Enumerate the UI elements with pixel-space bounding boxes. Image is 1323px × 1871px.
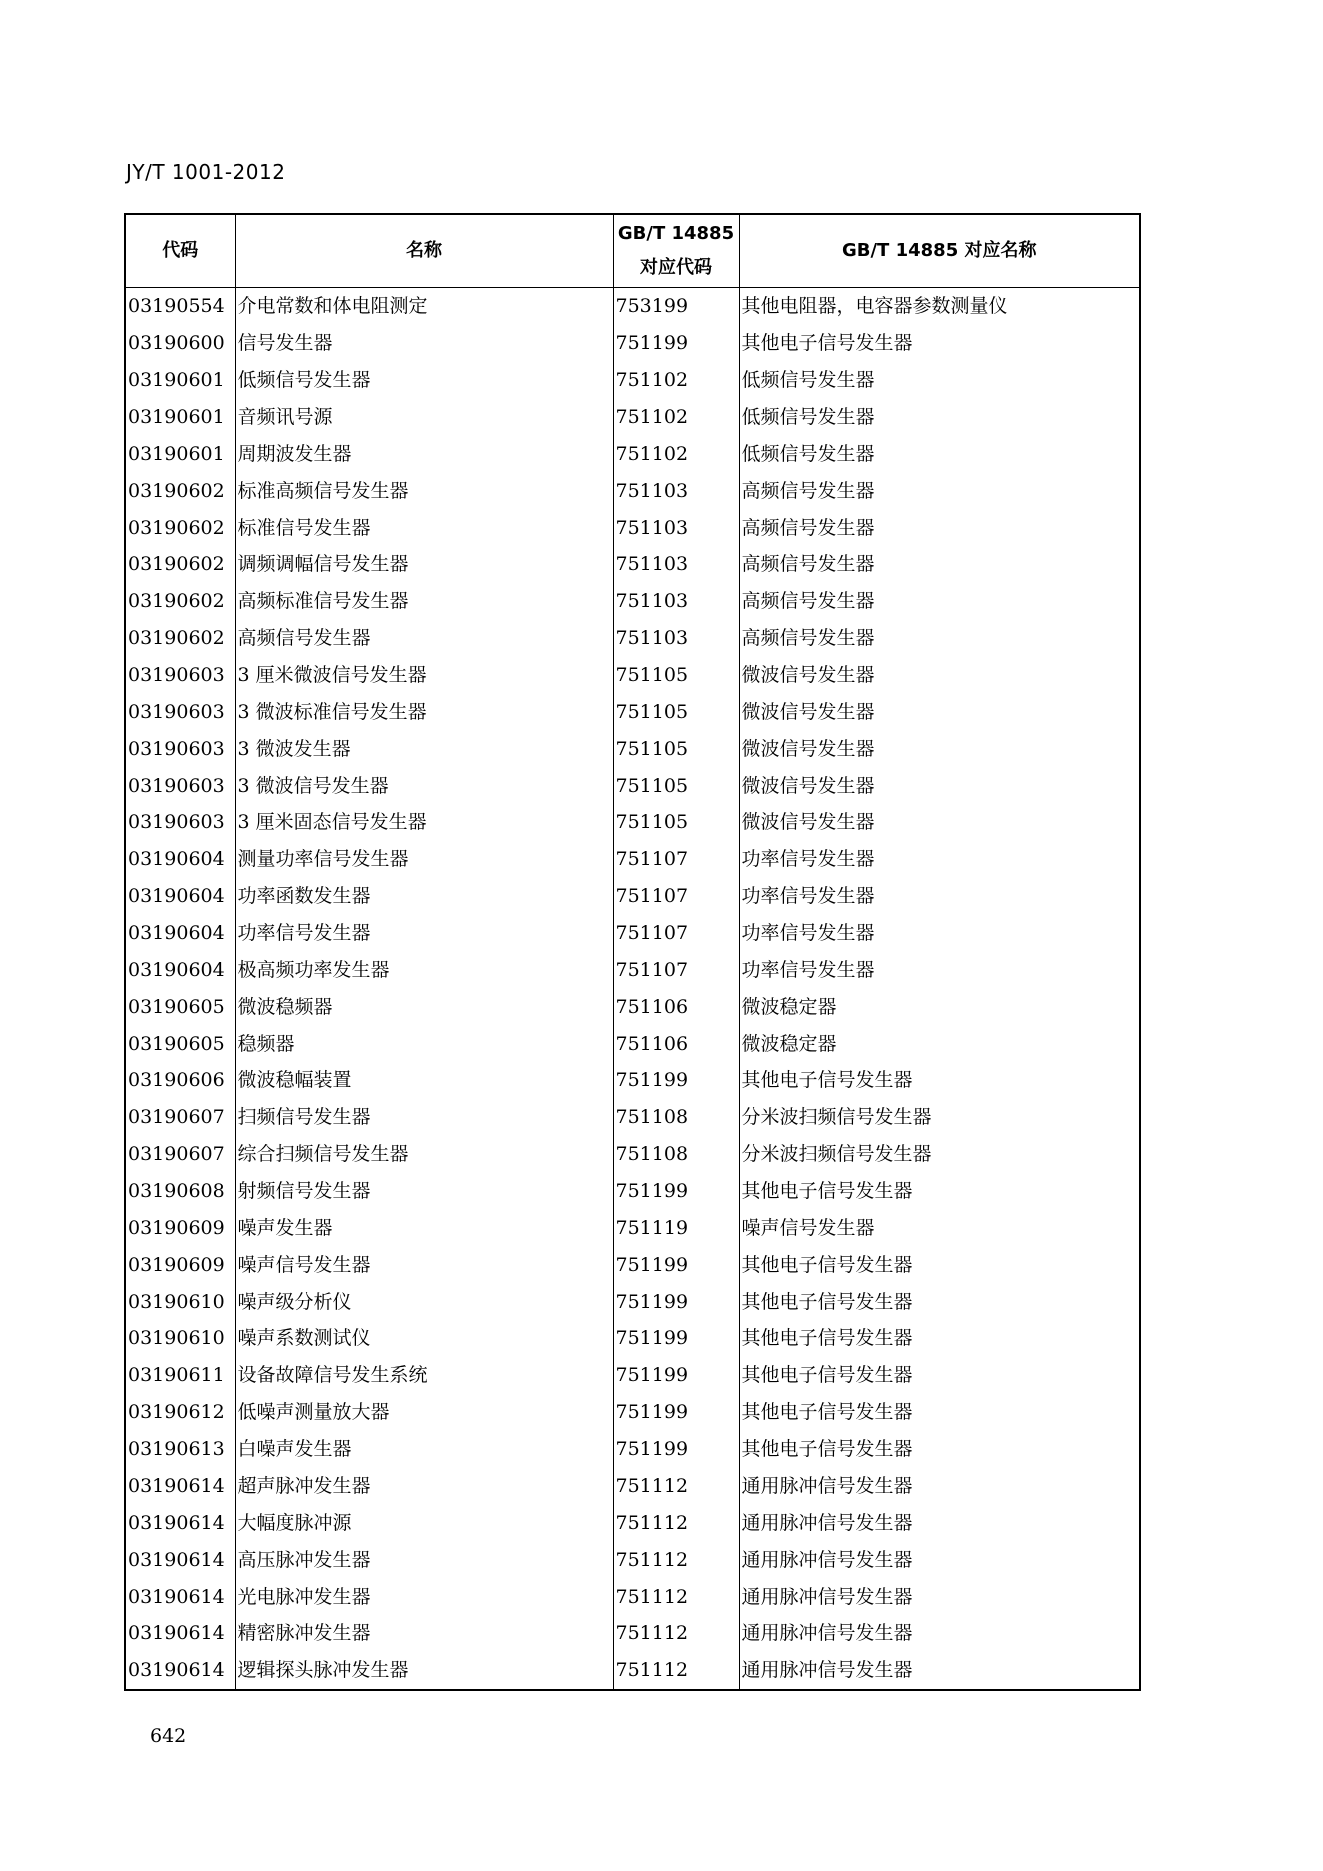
cell-gb-code: 751102: [613, 435, 739, 472]
cell-name: 高频信号发生器: [235, 620, 613, 657]
cell-gb-name: 高频信号发生器: [739, 583, 1140, 620]
cell-gb-name: 分米波扫频信号发生器: [739, 1099, 1140, 1136]
cell-gb-name: 分米波扫频信号发生器: [739, 1136, 1140, 1173]
cell-gb-name: 微波信号发生器: [739, 730, 1140, 767]
table-row: [125, 399, 1140, 436]
cell-name: 综合扫频信号发生器: [235, 1136, 613, 1173]
cell-gb-code: 751103: [613, 546, 739, 583]
cell-gb-name: 功率信号发生器: [739, 878, 1140, 915]
cell-gb-code: 751199: [613, 1357, 739, 1394]
cell-name: 噪声发生器: [235, 1209, 613, 1246]
cell-code: 03190603: [125, 693, 235, 730]
cell-name: 高频标准信号发生器: [235, 583, 613, 620]
cell-name: 微波稳幅装置: [235, 1062, 613, 1099]
cell-name: 噪声级分析仪: [235, 1283, 613, 1320]
table-row: [125, 988, 1140, 1025]
cell-name: 音频讯号源: [235, 399, 613, 436]
cell-code: 03190606: [125, 1062, 235, 1099]
table-row: [125, 509, 1140, 546]
cell-code: 03190611: [125, 1357, 235, 1394]
table-row: [125, 1062, 1140, 1099]
cell-code: 03190609: [125, 1209, 235, 1246]
cell-name: 功率信号发生器: [235, 915, 613, 952]
cell-name: 极高频功率发生器: [235, 951, 613, 988]
cell-code: 03190603: [125, 767, 235, 804]
column-header-code: 代码: [125, 214, 235, 288]
table-row: [125, 1283, 1140, 1320]
cell-name: 扫频信号发生器: [235, 1099, 613, 1136]
cell-gb-name: 其他电子信号发生器: [739, 1246, 1140, 1283]
cell-code: 03190614: [125, 1615, 235, 1652]
cell-gb-name: 微波稳定器: [739, 1025, 1140, 1062]
cell-code: 03190604: [125, 841, 235, 878]
table-row: [125, 1431, 1140, 1468]
cell-gb-name: 其他电子信号发生器: [739, 1062, 1140, 1099]
table-row: [125, 435, 1140, 472]
cell-gb-name: 其他电子信号发生器: [739, 1173, 1140, 1210]
cell-gb-name: 微波信号发生器: [739, 767, 1140, 804]
page-number: 642: [150, 1725, 187, 1747]
cell-gb-code: 751103: [613, 472, 739, 509]
cell-name: 白噪声发生器: [235, 1431, 613, 1468]
table-row: [125, 1246, 1140, 1283]
column-header-gb-code-line2: 对应代码: [640, 257, 712, 278]
cell-gb-code: 751107: [613, 951, 739, 988]
cell-gb-name: 高频信号发生器: [739, 620, 1140, 657]
table-row: [125, 730, 1140, 767]
cell-gb-code: 751105: [613, 730, 739, 767]
cell-gb-name: 通用脉冲信号发生器: [739, 1504, 1140, 1541]
cell-gb-name: 微波稳定器: [739, 988, 1140, 1025]
cell-gb-code: 751107: [613, 841, 739, 878]
cell-code: 03190605: [125, 1025, 235, 1062]
cell-name: 低噪声测量放大器: [235, 1394, 613, 1431]
cell-gb-name: 通用脉冲信号发生器: [739, 1578, 1140, 1615]
cell-gb-code: 751112: [613, 1541, 739, 1578]
table-row: [125, 1504, 1140, 1541]
cell-gb-code: 753199: [613, 288, 739, 325]
cell-name: 3 微波发生器: [235, 730, 613, 767]
cell-name: 3 厘米微波信号发生器: [235, 657, 613, 694]
cell-gb-code: 751199: [613, 1246, 739, 1283]
cell-code: 03190604: [125, 878, 235, 915]
column-header-gb-code: [613, 214, 739, 288]
cell-gb-name: 高频信号发生器: [739, 546, 1140, 583]
table-row: [125, 1541, 1140, 1578]
cell-gb-name: 其他电阻器，电容器参数测量仪: [739, 288, 1140, 325]
table-row: [125, 1320, 1140, 1357]
cell-name: 噪声信号发生器: [235, 1246, 613, 1283]
table-header-row: [125, 214, 1140, 288]
cell-gb-code: 751108: [613, 1136, 739, 1173]
table-row: [125, 288, 1140, 325]
cell-code: 03190614: [125, 1652, 235, 1690]
cell-code: 03190602: [125, 620, 235, 657]
cell-code: 03190610: [125, 1283, 235, 1320]
table-row: [125, 1652, 1140, 1690]
cell-code: 03190602: [125, 472, 235, 509]
cell-gb-name: 其他电子信号发生器: [739, 325, 1140, 362]
cell-name: 信号发生器: [235, 325, 613, 362]
cell-gb-code: 751199: [613, 1320, 739, 1357]
cell-code: 03190614: [125, 1468, 235, 1505]
cell-gb-code: 751106: [613, 988, 739, 1025]
cell-name: 逻辑探头脉冲发生器: [235, 1652, 613, 1690]
cell-gb-code: 751112: [613, 1652, 739, 1690]
cell-code: 03190602: [125, 546, 235, 583]
cell-gb-name: 其他电子信号发生器: [739, 1320, 1140, 1357]
cell-name: 稳频器: [235, 1025, 613, 1062]
column-header-name: 名称: [235, 214, 613, 288]
cell-gb-name: 其他电子信号发生器: [739, 1431, 1140, 1468]
cell-gb-code: 751105: [613, 804, 739, 841]
cell-gb-code: 751103: [613, 583, 739, 620]
table-row: [125, 620, 1140, 657]
table-row: [125, 1394, 1140, 1431]
cell-gb-name: 高频信号发生器: [739, 472, 1140, 509]
cell-name: 超声脉冲发生器: [235, 1468, 613, 1505]
cell-name: 3 微波标准信号发生器: [235, 693, 613, 730]
cell-gb-name: 低频信号发生器: [739, 399, 1140, 436]
cell-name: 光电脉冲发生器: [235, 1578, 613, 1615]
cell-gb-name: 其他电子信号发生器: [739, 1394, 1140, 1431]
cell-code: 03190614: [125, 1541, 235, 1578]
cell-gb-code: 751199: [613, 1394, 739, 1431]
cell-name: 大幅度脉冲源: [235, 1504, 613, 1541]
cell-gb-code: 751112: [613, 1504, 739, 1541]
cell-code: 03190614: [125, 1578, 235, 1615]
cell-name: 3 微波信号发生器: [235, 767, 613, 804]
cell-code: 03190610: [125, 1320, 235, 1357]
cell-gb-name: 其他电子信号发生器: [739, 1283, 1140, 1320]
column-header-gb-name: GB/T 14885 对应名称: [739, 214, 1140, 288]
table-row: [125, 693, 1140, 730]
cell-gb-name: 其他电子信号发生器: [739, 1357, 1140, 1394]
cell-gb-code: 751107: [613, 915, 739, 952]
table-row: [125, 362, 1140, 399]
cell-name: 高压脉冲发生器: [235, 1541, 613, 1578]
cell-code: 03190604: [125, 915, 235, 952]
cell-code: 03190609: [125, 1246, 235, 1283]
code-mapping-table: [124, 213, 1141, 1691]
cell-code: 03190601: [125, 399, 235, 436]
cell-name: 噪声系数测试仪: [235, 1320, 613, 1357]
cell-gb-name: 低频信号发生器: [739, 362, 1140, 399]
cell-gb-code: 751112: [613, 1578, 739, 1615]
cell-code: 03190603: [125, 804, 235, 841]
cell-gb-code: 751199: [613, 1283, 739, 1320]
table-row: [125, 1173, 1140, 1210]
cell-code: 03190554: [125, 288, 235, 325]
cell-name: 介电常数和体电阻测定: [235, 288, 613, 325]
document-standard-id: JY/T 1001-2012: [126, 160, 286, 184]
table-row: [125, 1136, 1140, 1173]
cell-code: 03190602: [125, 583, 235, 620]
table-row: [125, 804, 1140, 841]
cell-gb-code: 751112: [613, 1615, 739, 1652]
table-row: [125, 841, 1140, 878]
cell-gb-name: 噪声信号发生器: [739, 1209, 1140, 1246]
table-row: [125, 1099, 1140, 1136]
table-row: [125, 767, 1140, 804]
cell-name: 3 厘米固态信号发生器: [235, 804, 613, 841]
table-row: [125, 1578, 1140, 1615]
cell-name: 功率函数发生器: [235, 878, 613, 915]
cell-gb-name: 通用脉冲信号发生器: [739, 1652, 1140, 1690]
cell-gb-name: 高频信号发生器: [739, 509, 1140, 546]
table-row: [125, 1357, 1140, 1394]
cell-gb-code: 751103: [613, 509, 739, 546]
table-row: [125, 325, 1140, 362]
cell-code: 03190601: [125, 362, 235, 399]
cell-gb-name: 功率信号发生器: [739, 951, 1140, 988]
cell-code: 03190605: [125, 988, 235, 1025]
cell-gb-name: 微波信号发生器: [739, 693, 1140, 730]
cell-gb-code: 751106: [613, 1025, 739, 1062]
cell-code: 03190614: [125, 1504, 235, 1541]
cell-code: 03190601: [125, 435, 235, 472]
table-row: [125, 583, 1140, 620]
table-row: [125, 657, 1140, 694]
table-row: [125, 915, 1140, 952]
table-row: [125, 1615, 1140, 1652]
cell-gb-code: 751103: [613, 620, 739, 657]
table-row: [125, 1209, 1140, 1246]
table-body: [125, 288, 1140, 1690]
cell-code: 03190600: [125, 325, 235, 362]
cell-gb-code: 751119: [613, 1209, 739, 1246]
cell-code: 03190613: [125, 1431, 235, 1468]
cell-name: 测量功率信号发生器: [235, 841, 613, 878]
cell-code: 03190612: [125, 1394, 235, 1431]
cell-name: 标准信号发生器: [235, 509, 613, 546]
cell-gb-name: 微波信号发生器: [739, 804, 1140, 841]
cell-gb-code: 751112: [613, 1468, 739, 1505]
column-header-gb-code-line1: GB/T 14885: [617, 223, 735, 244]
cell-gb-code: 751105: [613, 767, 739, 804]
cell-gb-code: 751199: [613, 1173, 739, 1210]
table-row: [125, 951, 1140, 988]
cell-name: 微波稳频器: [235, 988, 613, 1025]
cell-name: 低频信号发生器: [235, 362, 613, 399]
cell-gb-name: 功率信号发生器: [739, 915, 1140, 952]
cell-gb-code: 751199: [613, 1431, 739, 1468]
cell-gb-name: 低频信号发生器: [739, 435, 1140, 472]
table-row: [125, 878, 1140, 915]
cell-name: 周期波发生器: [235, 435, 613, 472]
cell-gb-code: 751108: [613, 1099, 739, 1136]
cell-gb-name: 功率信号发生器: [739, 841, 1140, 878]
cell-gb-code: 751199: [613, 325, 739, 362]
table-row: [125, 546, 1140, 583]
table-row: [125, 1025, 1140, 1062]
cell-code: 03190603: [125, 657, 235, 694]
cell-gb-name: 通用脉冲信号发生器: [739, 1468, 1140, 1505]
cell-gb-name: 通用脉冲信号发生器: [739, 1615, 1140, 1652]
table-row: [125, 1468, 1140, 1505]
cell-gb-name: 微波信号发生器: [739, 657, 1140, 694]
cell-gb-code: 751107: [613, 878, 739, 915]
cell-code: 03190602: [125, 509, 235, 546]
cell-code: 03190604: [125, 951, 235, 988]
cell-code: 03190603: [125, 730, 235, 767]
cell-code: 03190607: [125, 1099, 235, 1136]
cell-gb-code: 751102: [613, 362, 739, 399]
cell-name: 标准高频信号发生器: [235, 472, 613, 509]
cell-gb-code: 751105: [613, 693, 739, 730]
cell-name: 精密脉冲发生器: [235, 1615, 613, 1652]
cell-name: 调频调幅信号发生器: [235, 546, 613, 583]
cell-code: 03190607: [125, 1136, 235, 1173]
cell-name: 射频信号发生器: [235, 1173, 613, 1210]
cell-name: 设备故障信号发生系统: [235, 1357, 613, 1394]
cell-code: 03190608: [125, 1173, 235, 1210]
cell-gb-code: 751105: [613, 657, 739, 694]
cell-gb-name: 通用脉冲信号发生器: [739, 1541, 1140, 1578]
table-row: [125, 472, 1140, 509]
cell-gb-code: 751102: [613, 399, 739, 436]
cell-gb-code: 751199: [613, 1062, 739, 1099]
